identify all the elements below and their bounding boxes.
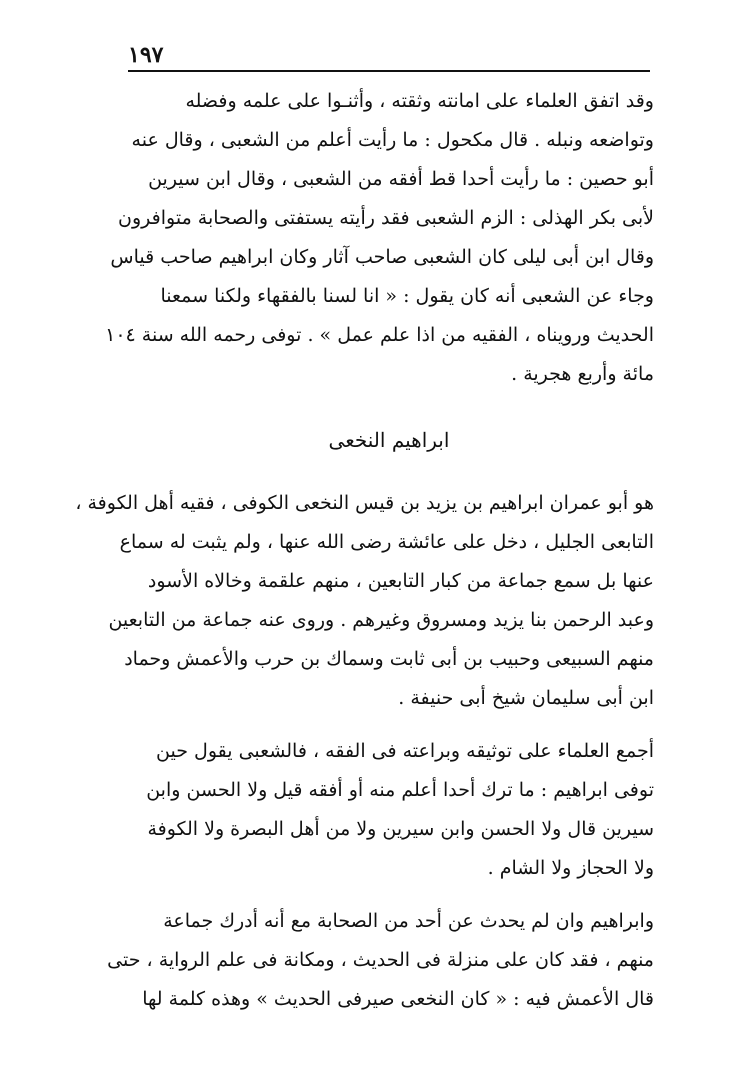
text-line: وقد اتفق العلماء على امانته وثقته ، وأثنـوا على علمه وفضله xyxy=(185,90,654,112)
text-line: لأبى بكر الهذلى : الزم الشعبى فقد رأيته يستفتى والصحابة متوافرون xyxy=(118,207,654,229)
text-line: أجمع العلماء على توثيقه وبراعته فى الفقه ، فالشعبى يقول حين xyxy=(156,740,654,762)
text-line: ولا الحجاز ولا الشام . xyxy=(487,857,654,879)
text-line: سيرين قال ولا الحسن وابن سيرين ولا من أهل البصرة ولا الكوفة xyxy=(147,818,654,840)
text-line: وتواضعه ونبله . قال مكحول : ما رأيت أعلم من الشعبى ، وقال عنه xyxy=(131,129,654,151)
page-body xyxy=(75,82,654,1019)
paragraph-spacer xyxy=(124,718,654,732)
text-line: الحديث ورويناه ، الفقيه من اذا علم عمل » . توفى رحمه الله سنة ١٠٤ xyxy=(105,324,654,346)
text-line: وجاء عن الشعبى أنه كان يقول : « انا لسنا بالفقهاء ولكنا سمعنا xyxy=(160,285,654,307)
section-heading: ابراهيم النخعى xyxy=(328,428,450,452)
paragraph-hadith-standing xyxy=(107,902,654,1019)
paragraph-nakhai-bio xyxy=(75,484,654,718)
text-line: التابعى الجليل ، دخل على عائشة رضى الله عنها ، ولم يثبت له سماع xyxy=(119,531,654,553)
paragraph-scholars-consensus xyxy=(124,732,654,888)
page-number: ١٩٧ xyxy=(128,42,164,68)
text-line: وعبد الرحمن بنا يزيد ومسروق وغيرهم . وروى عنه جماعة من التابعين xyxy=(108,609,654,631)
text-line: هو أبو عمران ابراهيم بن يزيد بن قيس النخعى الكوفى ، فقيه أهل الكوفة ، xyxy=(75,492,654,514)
text-line: توفى ابراهيم : ما ترك أحدا أعلم منه أو أفقه قيل ولا الحسن وابن xyxy=(146,779,654,801)
text-line: وقال ابن أبى ليلى كان الشعبى صاحب آثار وكان ابراهيم صاحب قياس xyxy=(110,246,654,268)
text-line: قال الأعمش فيه : « كان النخعى صيرفى الحديث » وهذه كلمة لها xyxy=(142,988,654,1010)
paragraph-shabi-praise xyxy=(105,82,654,394)
text-line: عنها بل سمع جماعة من كبار التابعين ، منهم علقمة وخالاه الأسود xyxy=(147,570,654,592)
text-line: وابراهيم وان لم يحدث عن أحد من الصحابة مع أنه أدرك جماعة xyxy=(163,910,654,932)
text-line: ابن أبى سليمان شيخ أبى حنيفة . xyxy=(398,687,654,709)
text-line: منهم ، فقد كان على منزلة فى الحديث ، ومكانة فى علم الرواية ، حتى xyxy=(107,949,654,971)
paragraph-spacer xyxy=(124,888,654,902)
text-line: منهم السبيعى وحبيب بن أبى ثابت وسماك بن حرب والأعمش وحماد xyxy=(124,648,654,670)
text-line: أبو حصين : ما رأيت أحدا قط أفقه من الشعبى ، وقال ابن سيرين xyxy=(148,168,654,190)
header-rule xyxy=(128,70,650,72)
text-line: مائة وأربع هجرية . xyxy=(511,363,654,385)
